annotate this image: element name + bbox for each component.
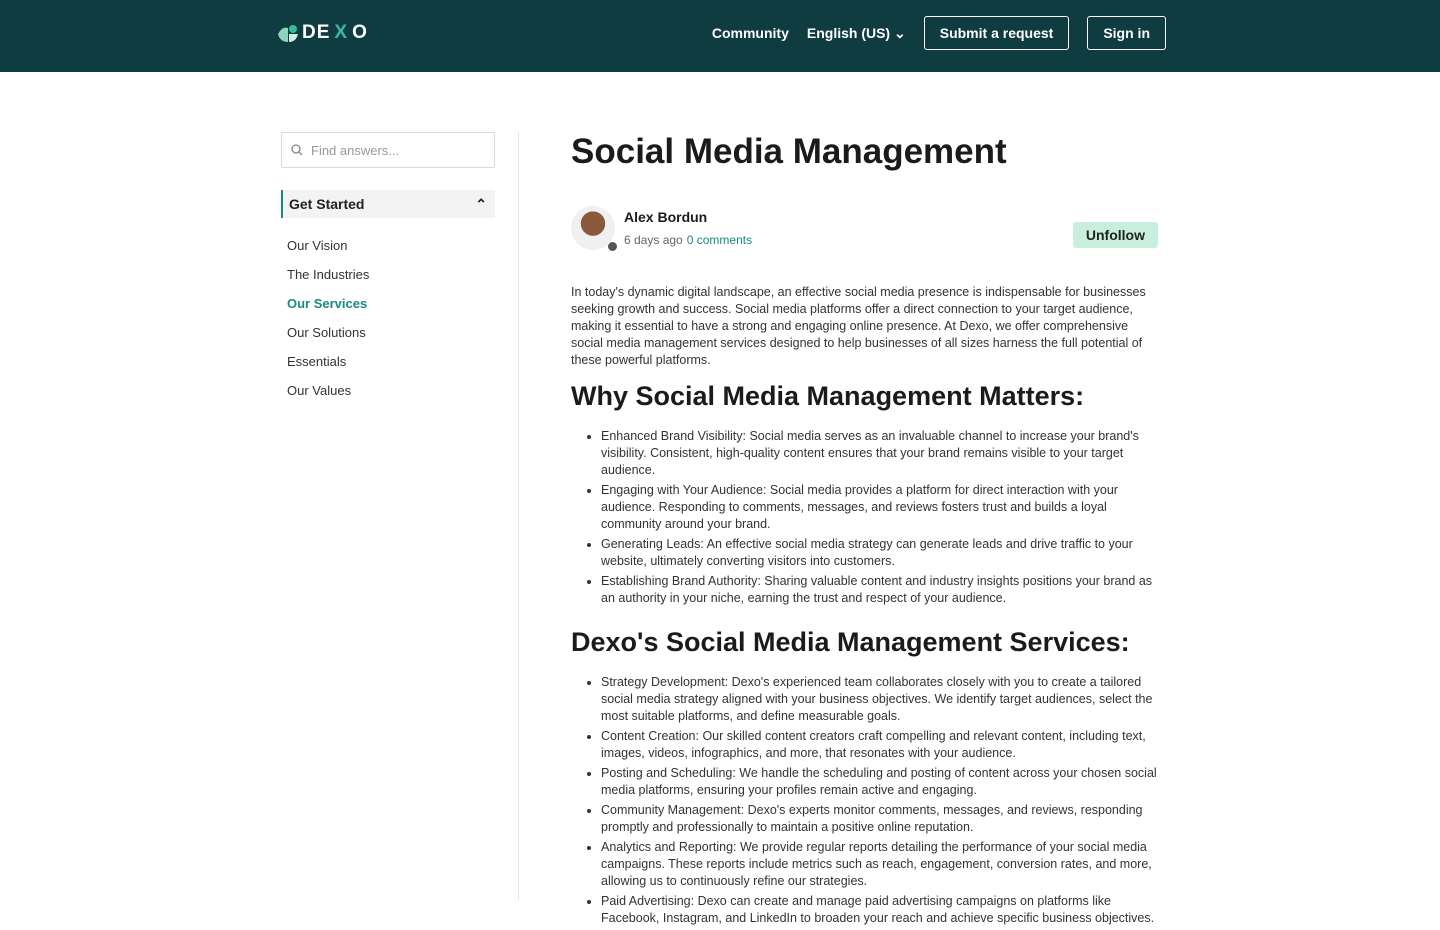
section-get-started[interactable]: [281, 190, 495, 218]
post-time: 6 days ago: [624, 233, 683, 247]
list-item: • Community Management: Dexo's experts monitor comments, messages, and reviews, responding promptly and professionally to maintain a positive online reputation.: [601, 802, 1161, 836]
article: [571, 132, 1161, 930]
language-selector[interactable]: [807, 25, 906, 42]
sidebar: [281, 132, 495, 412]
intro-paragraph: In today's dynamic digital landscape, an effective social media presence is indispensable for businesses seeking growth and success. Social media platforms offer a direct connection to your target audience, making it essential to have a strong and engaging online presence. At Dexo, we offer comprehensive social media management services designed to help businesses of all sizes harness the full potential of these powerful platforms.: [571, 285, 1146, 367]
sidebar-item-our-values[interactable]: Our Values: [287, 383, 352, 398]
sidebar-item-essentials[interactable]: Essentials: [287, 354, 347, 369]
heading-services: Dexo's Social Media Management Services:: [571, 627, 1130, 657]
chevron-down-icon: ⌄: [894, 24, 906, 41]
list-item: • Paid Advertising: Dexo can create and manage paid advertising campaigns on platforms like Facebook, Instagram, and LinkedIn to broaden your reach and achieve specific business objectives.: [601, 893, 1161, 927]
chevron-up-icon: ⌃: [475, 195, 487, 212]
section-label: Get Started: [289, 196, 365, 212]
search-input[interactable]: [281, 132, 495, 168]
author-name[interactable]: Alex Bordun: [624, 209, 708, 225]
top-header: [0, 0, 1440, 72]
author-block: [571, 202, 1161, 254]
list-why: [571, 428, 1161, 607]
dexo-logo[interactable]: DE X O: [278, 22, 368, 44]
divider: [518, 132, 519, 900]
unfollow-button[interactable]: Unfollow: [1073, 222, 1158, 248]
sidebar-item-our-vision[interactable]: Our Vision: [287, 238, 348, 253]
list-item: • Enhanced Brand Visibility: Social media serves as an invaluable channel to increase your brand's visibility. Consistent, high-quality content ensures that your brand remains visible to your target audience.: [601, 428, 1161, 479]
submit-request-button[interactable]: Submit a request: [924, 16, 1070, 50]
sidebar-item-the-industries[interactable]: The Industries: [287, 267, 370, 282]
language-label: English (US): [806, 24, 891, 41]
list-item: • Analytics and Reporting: We provide regular reports detailing the performance of your social media campaigns. These reports include metrics such as reach, engagement, conversion rates, and more, allowing us to continuously refine our strategies.: [601, 839, 1161, 890]
sign-in-button[interactable]: Sign in: [1087, 16, 1166, 50]
page-title: Social Media Management: [571, 132, 1007, 171]
search-icon: [291, 144, 303, 156]
list-item: • Strategy Development: Dexo's experienced team collaborates closely with you to create a tailored social media strategy aligned with your business objectives. We identify target audiences, select the most suitable platforms, and define measurable goals.: [601, 674, 1161, 725]
list-item: • Generating Leads: An effective social media strategy can generate leads and drive traffic to your website, ultimately converting visitors into customers.: [601, 536, 1161, 570]
list-item: • Posting and Scheduling: We handle the scheduling and posting of content across your chosen social media platforms, ensuring your profiles remain active and engaging.: [601, 765, 1161, 799]
sidebar-item-our-solutions[interactable]: Our Solutions: [287, 325, 366, 340]
avatar[interactable]: [571, 206, 615, 250]
logo-mark-icon: [278, 24, 298, 42]
list-item: • Establishing Brand Authority: Sharing valuable content and industry insights positions your brand as an authority in your niche, earning the trust and respect of your audience.: [601, 573, 1161, 607]
comments-link[interactable]: 0 comments: [686, 233, 753, 247]
sidebar-item-our-services[interactable]: Our Services: [287, 296, 368, 311]
community-link[interactable]: Community: [711, 25, 789, 41]
heading-why: Why Social Media Management Matters:: [571, 381, 1085, 411]
list-item: • Engaging with Your Audience: Social media provides a platform for direct interaction with your audience. Responding to comments, messages, and reviews fosters trust and builds a loyal community around your brand.: [601, 482, 1161, 533]
user-badge-icon: [607, 241, 618, 252]
search-placeholder: Find answers...: [311, 142, 400, 158]
list-item: • Content Creation: Our skilled content creators craft compelling and relevant content, including text, images, videos, infographics, and more, that resonates with your audience.: [601, 728, 1161, 762]
list-services: [571, 674, 1161, 927]
